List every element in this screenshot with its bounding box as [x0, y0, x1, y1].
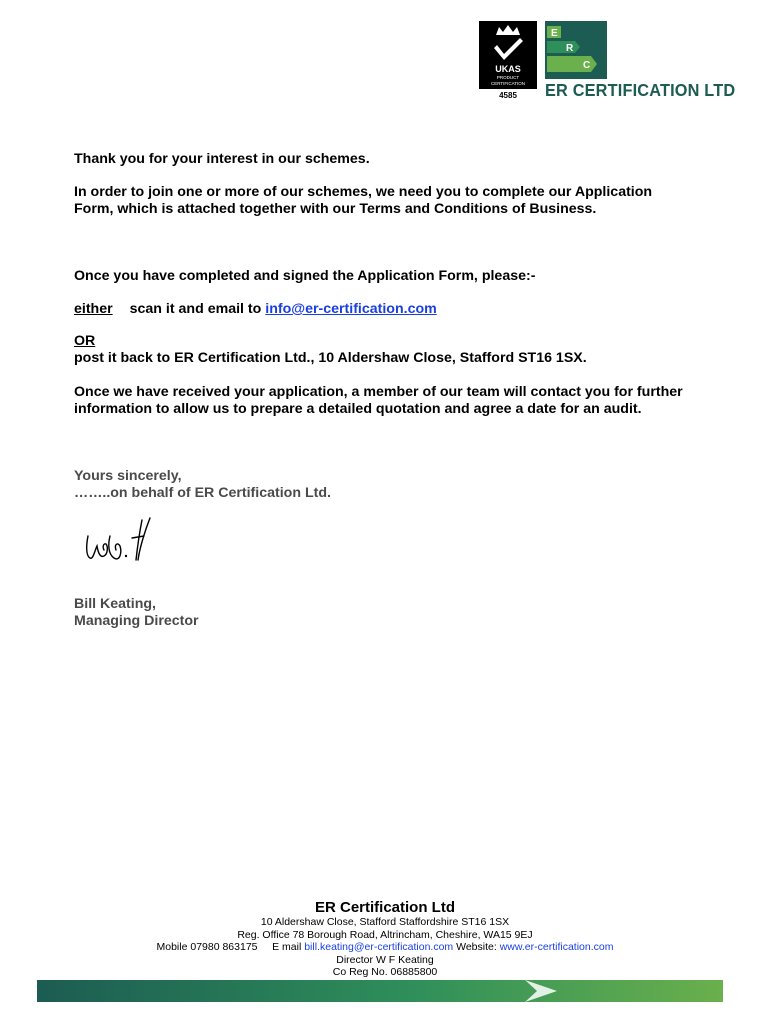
paragraph-post: post it back to ER Certification Ltd., 10 Aldershaw Close, Stafford ST16 1SX.	[74, 350, 587, 366]
ukas-text: UKAS	[495, 64, 521, 74]
company-logo-text: ER CERTIFICATION LTD	[545, 80, 736, 100]
either-text: scan it and email to	[129, 301, 266, 317]
footer-green-bar	[37, 980, 723, 1002]
footer-email-link[interactable]: bill.keating@er-certification.com	[304, 941, 454, 953]
erc-badge-logo	[545, 21, 607, 79]
paragraph-followup: Once we have received your application, a member of our team will contact you for further information to allow us to prepare a detailed quotation and agree a date for an audit.	[74, 384, 683, 417]
ukas-logo	[479, 21, 537, 101]
paragraph-thanks: Thank you for your interest in our schemes.	[74, 151, 370, 167]
info-email-link[interactable]: info@er-certification.com	[265, 301, 437, 317]
footer-co-reg: Co Reg No. 06885800	[332, 966, 438, 978]
closing-line: Yours sincerely,	[74, 468, 182, 484]
paragraph-join: In order to join one or more of our schemes, we need you to complete our Application Form, which is attached together with our Terms and Conditions of Business.	[74, 184, 653, 217]
ukas-number: 4585	[499, 91, 517, 100]
signature-image	[80, 516, 160, 564]
ukas-sub1: PRODUCT	[496, 75, 520, 80]
footer-director: Director W F Keating	[336, 954, 434, 966]
footer-company-name: ER Certification Ltd	[314, 899, 455, 916]
footer-reg-office: Reg. Office 78 Borough Road, Altrincham, Cheshire, WA15 9EJ	[237, 929, 533, 941]
footer-address: 10 Aldershaw Close, Stafford Staffordshire ST16 1SX	[260, 916, 510, 928]
badge-letter-e: E	[551, 28, 558, 39]
either-line	[74, 301, 694, 318]
or-text: OR	[74, 333, 96, 349]
signer-name: Bill Keating,	[74, 596, 156, 612]
badge-letter-r: R	[566, 43, 574, 54]
ukas-sub2: CERTIFICATION	[490, 81, 526, 86]
footer-contact-line	[0, 941, 770, 954]
or-label	[74, 333, 694, 350]
on-behalf-line: ……..on behalf of ER Certification Ltd.	[74, 485, 331, 501]
either-label: either	[74, 301, 113, 317]
footer-website-label: Website:	[456, 941, 497, 953]
paragraph-instructions: Once you have completed and signed the Application Form, please:-	[74, 268, 536, 284]
footer-email-label: E mail	[272, 941, 302, 953]
footer-mobile: Mobile 07980 863175	[156, 941, 258, 953]
signer-title: Managing Director	[74, 613, 199, 629]
footer-website-link[interactable]: www.er-certification.com	[499, 941, 614, 953]
badge-letter-c: C	[583, 60, 591, 71]
